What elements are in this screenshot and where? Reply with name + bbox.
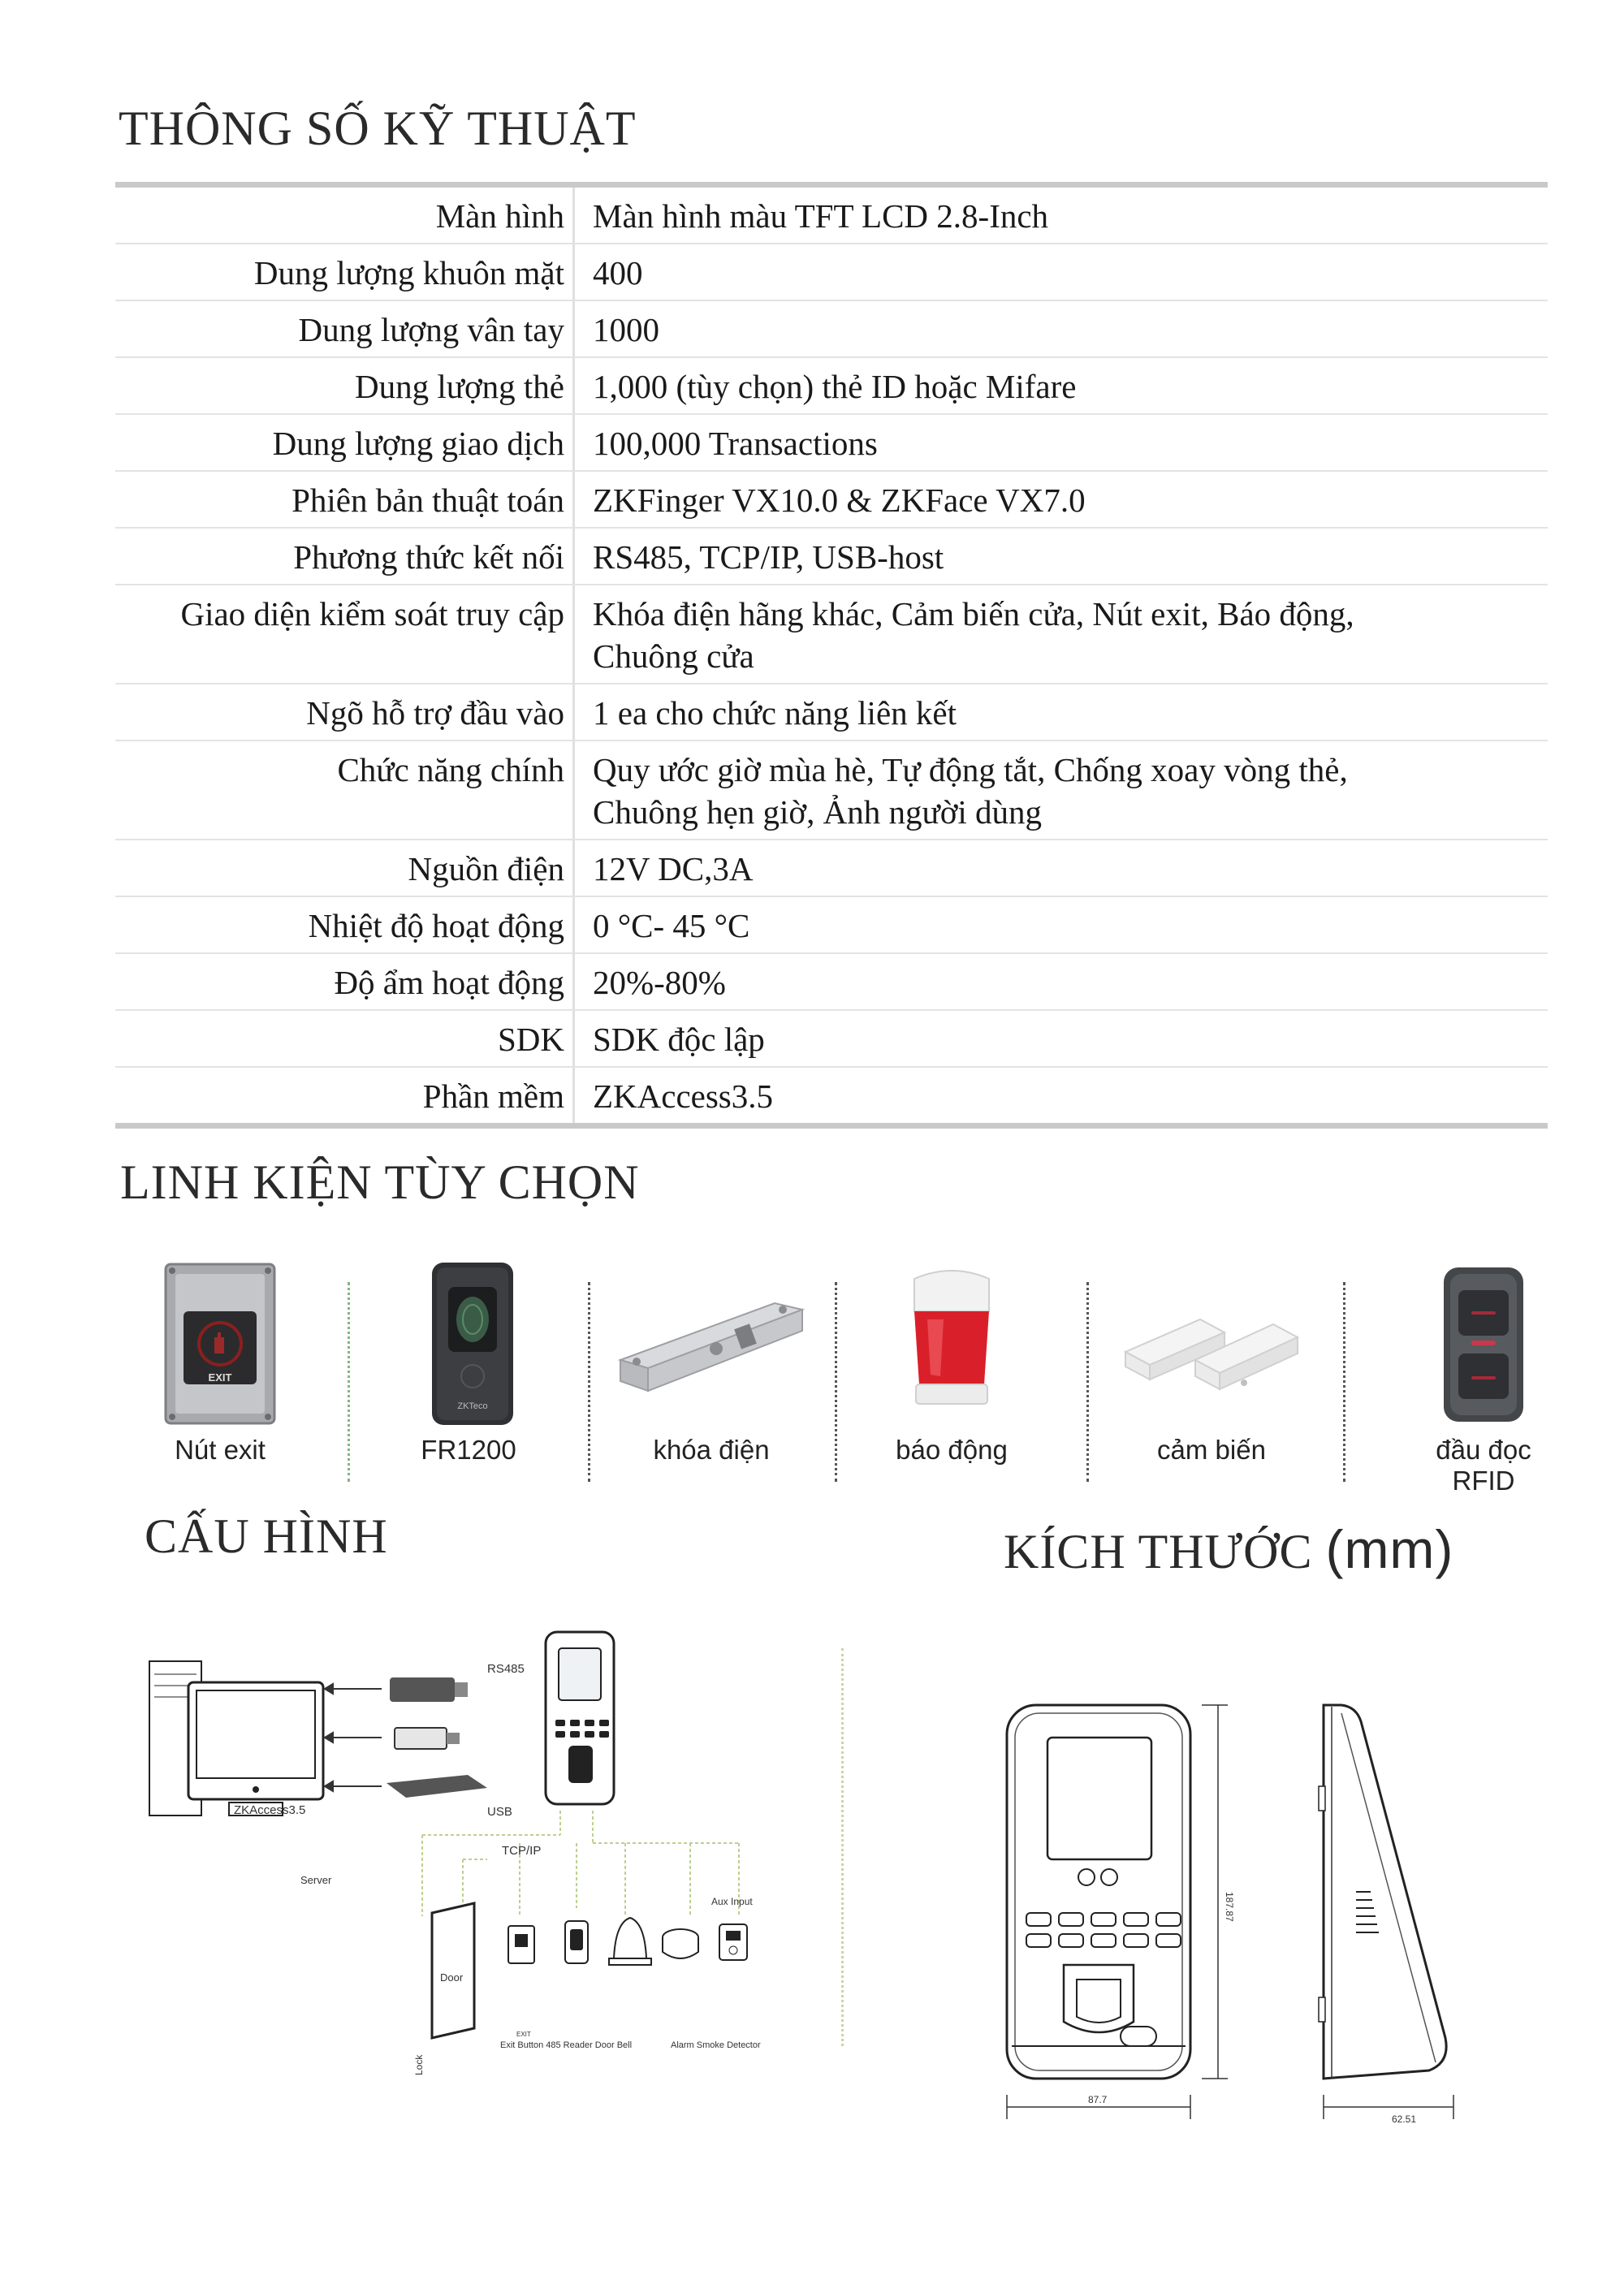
spec-value: RS485, TCP/IP, USB-host [593, 538, 944, 576]
spec-label: Phiên bản thuật toán [115, 472, 575, 527]
spec-label: Màn hình [115, 188, 575, 243]
spec-row [115, 1068, 1548, 1123]
exit-button-icon [164, 1263, 276, 1425]
accessory-label: khóa điện [653, 1435, 770, 1465]
exit-button-small-icon [508, 1926, 534, 2038]
dimensions-title-text: KÍCH THƯỚC [1004, 1525, 1313, 1578]
spec-row [115, 1011, 1548, 1068]
spec-value: Khóa điện hãng khác, Cảm biến cửa, Nút exit, Báo động, Chuông cửa [593, 595, 1354, 675]
accessory-electric-lock [615, 1263, 807, 1482]
spec-row [115, 415, 1548, 472]
network-switch-icon [387, 1775, 512, 1819]
door-sensor-icon [1122, 1263, 1301, 1425]
config-title: CẤU HÌNH [145, 1509, 388, 1563]
spec-value: 0 °C- 45 °C [593, 907, 750, 944]
spec-label: Chức năng chính [115, 741, 575, 839]
spec-row [115, 188, 1548, 244]
spec-label: Dung lượng vân tay [115, 301, 575, 356]
accessory-label: đầu đọc RFID [1436, 1435, 1531, 1496]
accessory-label: cảm biến [1157, 1435, 1266, 1465]
usb-label: USB [487, 1805, 512, 1819]
dimensions-unit: (mm) [1325, 1519, 1454, 1579]
accessory-fr1200 [416, 1263, 521, 1482]
spec-label: Dung lượng giao dịch [115, 415, 575, 470]
bottom-device-labels: Exit Button 485 Reader Door Bell [500, 2040, 633, 2050]
spec-label: Độ ẩm hoạt động [115, 954, 575, 1009]
spec-label: Giao diện kiểm soát truy cập [115, 585, 575, 683]
height-dimension: 187.87 [1224, 1892, 1235, 1922]
spec-label: SDK [115, 1011, 575, 1066]
spec-value: 1 ea cho chức năng liên kết [593, 694, 957, 732]
lock-label: Lock [413, 2054, 425, 2075]
door-icon [413, 1903, 474, 2075]
accessory-door-sensor [1122, 1263, 1301, 1482]
spec-value: 400 [593, 254, 643, 291]
spec-value: SDK độc lập [593, 1021, 765, 1058]
spec-value: 20%-80% [593, 964, 726, 1001]
spec-label: Phương thức kết nối [115, 529, 575, 584]
smoke-detector-icon [719, 1924, 747, 1960]
accessories-title: LINH KIỆN TÙY CHỌN [120, 1155, 640, 1209]
accessory-rfid-reader [1431, 1263, 1536, 1496]
separator [1086, 1282, 1089, 1482]
spec-row [115, 358, 1548, 415]
spec-row [115, 529, 1548, 585]
config-software-label: ZKAccess3.5 [234, 1803, 306, 1817]
fingerprint-reader-icon [416, 1263, 521, 1425]
rfid-reader-icon [1431, 1263, 1536, 1425]
accessory-label: Nút exit [175, 1435, 266, 1465]
spec-row [115, 897, 1548, 954]
door-label: Door [440, 1971, 464, 1984]
spec-label: Phần mềm [115, 1068, 575, 1123]
spec-row [115, 840, 1548, 897]
spec-value: Quy ước giờ mùa hè, Tự động tắt, Chống xoay vòng thẻ, Chuông hẹn giờ, Ảnh người dùng [593, 751, 1348, 831]
spec-row [115, 684, 1548, 741]
spec-value: ZKFinger VX10.0 & ZKFace VX7.0 [593, 481, 1086, 519]
spec-value: 1000 [593, 311, 659, 348]
spec-label: Dung lượng khuôn mặt [115, 244, 575, 300]
accessory-label: FR1200 [421, 1435, 516, 1465]
spec-row [115, 301, 1548, 358]
electric-lock-icon [615, 1263, 807, 1425]
separator [348, 1282, 350, 1482]
spec-value: ZKAccess3.5 [593, 1077, 774, 1115]
section-divider [841, 1648, 844, 2046]
tcpip-label: TCP/IP [502, 1844, 542, 1858]
spec-value: 100,000 Transactions [593, 425, 878, 462]
separator [1343, 1282, 1345, 1482]
connection-arrows [325, 1684, 382, 1791]
alarm-siren-icon [895, 1263, 1009, 1425]
exit-label-text: EXIT [208, 1371, 232, 1384]
dimension-drawing [974, 1656, 1543, 2144]
spec-row [115, 585, 1548, 684]
device-front-view [1007, 1705, 1235, 2119]
aux-input-label: Aux Input [711, 1896, 753, 1907]
separator [835, 1282, 837, 1482]
spec-value: Màn hình màu TFT LCD 2.8-Inch [593, 197, 1049, 235]
spec-row [115, 472, 1548, 529]
specs-title: THÔNG SỐ KỸ THUẬT [119, 101, 637, 155]
spec-row [115, 244, 1548, 301]
config-diagram [138, 1624, 788, 2095]
spec-table [115, 182, 1548, 1129]
terminal-device-icon [546, 1632, 614, 1804]
spec-label: Ngõ hỗ trợ đầu vào [115, 684, 575, 740]
dimensions-title [1004, 1518, 1453, 1580]
exit-small-label: EXIT [516, 2031, 531, 2038]
spec-row [115, 741, 1548, 840]
accessories-row [115, 1263, 1577, 1496]
spec-label: Nhiệt độ hoạt động [115, 897, 575, 952]
alarm-device-labels: Alarm Smoke Detector [671, 2040, 761, 2050]
device-side-view [1319, 1705, 1453, 2125]
spec-value: 1,000 (tùy chọn) thẻ ID hoặc Mifare [593, 368, 1077, 405]
spec-value: 12V DC,3A [593, 850, 754, 887]
width-dimension: 87.7 [1088, 2094, 1108, 2105]
config-server-label: Server [300, 1874, 332, 1886]
depth-dimension: 62.51 [1392, 2113, 1417, 2125]
accessory-label: báo động [896, 1435, 1008, 1465]
accessory-alarm [895, 1263, 1009, 1482]
alarm-icon [663, 1929, 698, 1958]
server-computer-icon [149, 1661, 323, 1817]
reader-485-icon [565, 1921, 588, 1963]
rs485-converter-icon [390, 1662, 525, 1702]
spec-label: Dung lượng thẻ [115, 358, 575, 413]
rs485-label: RS485 [487, 1662, 525, 1676]
accessory-exit-button [164, 1263, 276, 1482]
door-bell-icon [609, 1918, 651, 1965]
spec-label: Nguồn điện [115, 840, 575, 896]
separator [588, 1282, 590, 1482]
spec-row [115, 954, 1548, 1011]
fr-brand-text: ZKTeco [457, 1401, 488, 1411]
usb-stick-icon [395, 1728, 460, 1749]
